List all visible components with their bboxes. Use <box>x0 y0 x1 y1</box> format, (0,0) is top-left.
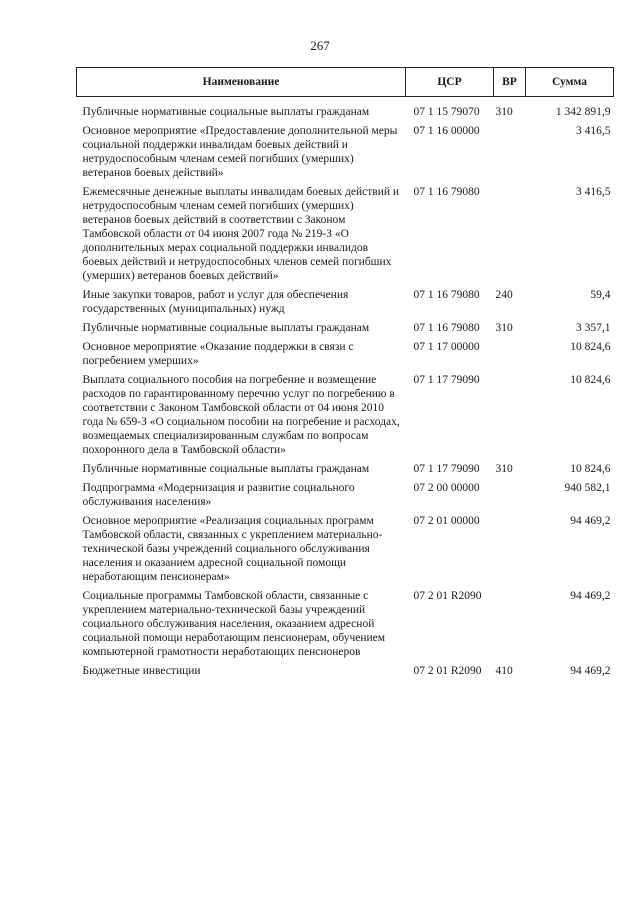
row-sum: 94 469,2 <box>570 515 611 527</box>
budget-table <box>76 67 614 683</box>
table-header-row <box>77 68 614 97</box>
row-name: Выплата социального пособия на погребение и возмещение расходов по гарантированному перечню услуг по погребению в соответствии с Законом Тамбовской области от 04 июня 2010 года № 659-З «О социальном пособии на погребение и расходах, возмещаемых специализированным службам по вопросам похоронного дела в Тамбовской области» <box>82 374 400 456</box>
row-sum: 10 824,6 <box>570 341 611 353</box>
header-vr: ВР <box>494 68 526 97</box>
table-row <box>77 589 614 664</box>
row-sum: 94 469,2 <box>570 665 611 677</box>
row-sum: 940 582,1 <box>564 482 611 494</box>
row-sum: 3 416,5 <box>576 125 611 137</box>
row-name: Публичные нормативные социальные выплаты гражданам <box>82 322 370 334</box>
row-vr: 410 <box>495 665 513 677</box>
row-csr: 07 2 01 00000 <box>413 515 480 527</box>
row-vr: 240 <box>495 289 513 301</box>
row-vr <box>494 481 526 514</box>
row-vr <box>494 124 526 185</box>
row-vr <box>494 514 526 589</box>
row-csr: 07 1 17 79090 <box>413 463 480 475</box>
row-name: Подпрограмма «Модернизация и развитие социального обслуживания населения» <box>82 482 355 508</box>
row-name: Основное мероприятие «Реализация социальных программ Тамбовской области, связанных с укреплением материально-технической базы учреждений социального обслуживания населения и оказанием адресной социальной помощи неработающим пенсионерам» <box>82 515 383 583</box>
row-csr: 07 1 16 79080 <box>413 186 480 198</box>
table-spacer <box>77 97 614 106</box>
row-name: Социальные программы Тамбовской области, связанные с укреплением материально-технической базы учреждений социального обслуживания населения, оказанием адресной социальной помощи неработающим пенсионерам, обучением компьютерной грамотности неработающих пенсионеров <box>82 590 386 658</box>
table-row <box>77 105 614 124</box>
row-vr: 310 <box>495 106 513 118</box>
row-sum: 3 357,1 <box>576 322 611 334</box>
row-vr: 310 <box>495 463 513 475</box>
row-csr: 07 2 01 R2090 <box>413 590 482 602</box>
table-row <box>77 481 614 514</box>
table-row <box>77 373 614 462</box>
row-csr: 07 1 17 79090 <box>413 374 480 386</box>
row-sum: 3 416,5 <box>576 186 611 198</box>
row-csr: 07 1 15 79070 <box>413 106 480 118</box>
row-name: Публичные нормативные социальные выплаты гражданам <box>82 106 370 118</box>
row-sum: 59,4 <box>590 289 611 301</box>
row-name: Иные закупки товаров, работ и услуг для обеспечения государственных (муниципальных) нужд <box>82 289 349 315</box>
row-csr: 07 1 17 00000 <box>413 341 480 353</box>
row-vr <box>494 185 526 288</box>
row-name: Публичные нормативные социальные выплаты гражданам <box>82 463 370 475</box>
row-csr: 07 1 16 79080 <box>413 322 480 334</box>
table-row <box>77 664 614 683</box>
header-csr: ЦСР <box>406 68 494 97</box>
header-name: Наименование <box>77 68 406 97</box>
table-row <box>77 185 614 288</box>
page-number: 267 <box>310 38 330 53</box>
row-name: Основное мероприятие «Оказание поддержки в связи с погребением умерших» <box>82 341 354 367</box>
table-row <box>77 124 614 185</box>
row-vr: 310 <box>495 322 513 334</box>
row-csr: 07 1 16 00000 <box>413 125 480 137</box>
row-vr <box>494 340 526 373</box>
row-name: Ежемесячные денежные выплаты инвалидам боевых действий и нетрудоспособным членам семей погибших (умерших) ветеранов боевых действий в соответствии с Законом Тамбовской области от 04 июня 2007 года № 219-З «О дополнительных мерах социальной поддержки инвалидов боевых действий и нетрудоспособных членов семей погибших (умерших) ветеранов боевых действий» <box>82 186 400 282</box>
row-name: Основное мероприятие «Предоставление дополнительной меры социальной поддержки инвалидам боевых действий и нетрудоспособным членам семей погибших (умерших) ветеранов боевых действий» <box>82 125 398 179</box>
row-csr: 07 2 01 R2090 <box>413 665 482 677</box>
table-row <box>77 340 614 373</box>
table-row <box>77 462 614 481</box>
row-sum: 94 469,2 <box>570 590 611 602</box>
row-vr <box>494 589 526 664</box>
header-sum: Сумма <box>526 68 614 97</box>
table-row <box>77 288 614 321</box>
row-sum: 10 824,6 <box>570 374 611 386</box>
row-sum: 10 824,6 <box>570 463 611 475</box>
row-name: Бюджетные инвестиции <box>82 665 201 677</box>
row-vr <box>494 373 526 462</box>
table-row <box>77 514 614 589</box>
row-sum: 1 342 891,9 <box>555 106 611 118</box>
row-csr: 07 1 16 79080 <box>413 289 480 301</box>
table-row <box>77 321 614 340</box>
row-csr: 07 2 00 00000 <box>413 482 480 494</box>
